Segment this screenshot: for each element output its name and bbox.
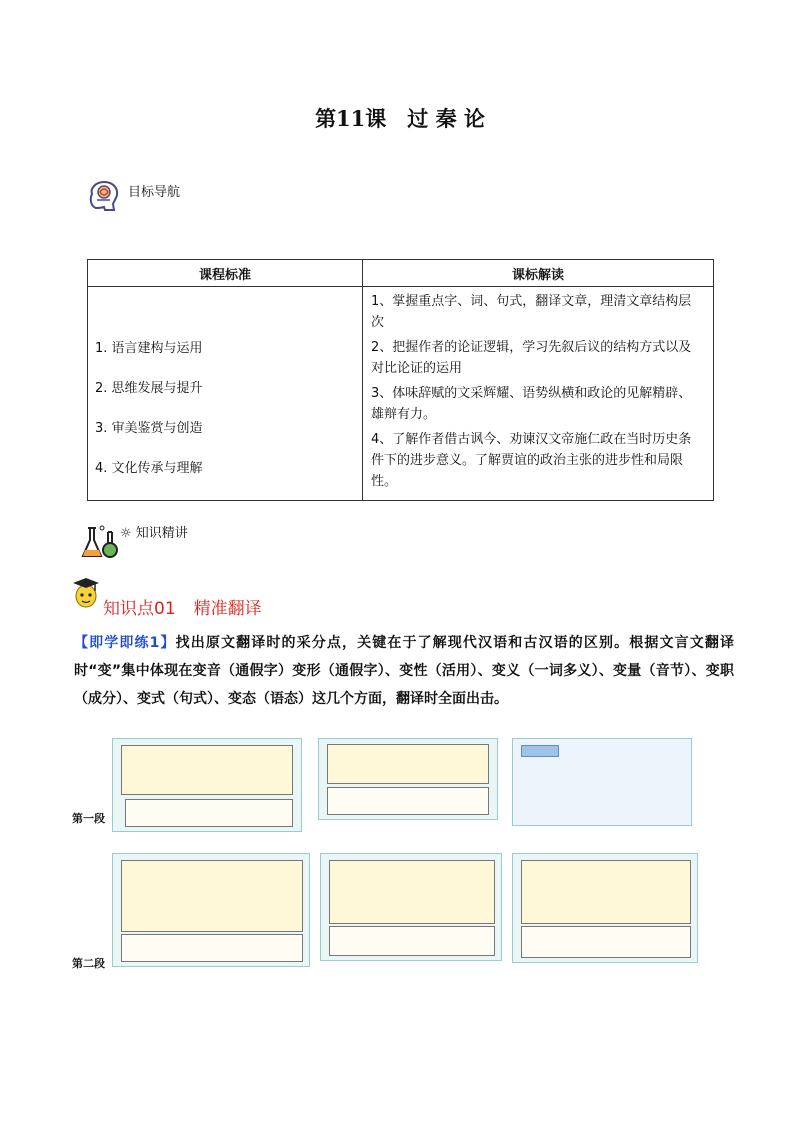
- segment-1-image-2: [318, 738, 498, 820]
- brain-icon: [86, 178, 122, 214]
- page-title: 第11课 过 秦 论: [315, 106, 485, 131]
- segment-2-image-3: [512, 853, 698, 963]
- standard-item: 1. 语言建构与运用: [95, 341, 203, 356]
- standard-item: 2. 思维发展与提升: [95, 381, 203, 396]
- segment-label-second: 第二段: [72, 957, 105, 970]
- interpretation-item: 4、了解作者借古讽今、劝谏汉文帝施仁政在当时历史条件下的进步意义。了解贾谊的政治主张的进步性和局限性。: [371, 432, 692, 489]
- interpretation-item: 1、掌握重点字、词、句式，翻译文章，理清文章结构层次: [371, 294, 692, 330]
- knowledge-label: ☼ 知识精讲: [120, 526, 188, 541]
- goal-nav-label: 目标导航: [128, 185, 181, 200]
- segment-1-image-1: [112, 738, 302, 832]
- curriculum-table: [87, 259, 714, 501]
- standards-cell: [88, 287, 363, 501]
- segment-2-image-1: [112, 853, 310, 967]
- table-header-interpretation: 课标解读: [363, 260, 714, 287]
- knowledge-point-title: 知识点01 精准翻译: [103, 599, 262, 619]
- standard-item: 4. 文化传承与理解: [95, 461, 203, 476]
- graduate-mascot-icon: [71, 575, 101, 609]
- practice-paragraph: 【即学即练1】找出原文翻译时的采分点，关键在于了解现代汉语和古汉语的区别。根据文言文翻译时“变”集中体现在变音（通假字）变形（通假字）、变性（活用）、变义（一词多义）、变量（音节）、变职（成分）、变式（句式）、变态（语态）这几个方面，翻译时全面出击。: [74, 635, 735, 707]
- standard-item: 3. 审美鉴赏与创造: [95, 421, 203, 436]
- table-header-standard: 课程标准: [88, 260, 363, 287]
- segment-2-image-2: [320, 853, 502, 961]
- segment-label-first: 第一段: [72, 812, 105, 825]
- practice-tag: 【即学即练1】: [74, 635, 176, 651]
- interpretation-item: 3、体味辞赋的文采辉耀、语势纵横和政论的见解精辟、雄辩有力。: [371, 386, 692, 422]
- interpretation-cell: [363, 287, 714, 501]
- interpretation-item: 2、把握作者的论证逻辑，学习先叙后议的结构方式以及对比论证的运用: [371, 340, 692, 376]
- flask-icon: [80, 522, 120, 562]
- segment-1-image-3: [512, 738, 692, 826]
